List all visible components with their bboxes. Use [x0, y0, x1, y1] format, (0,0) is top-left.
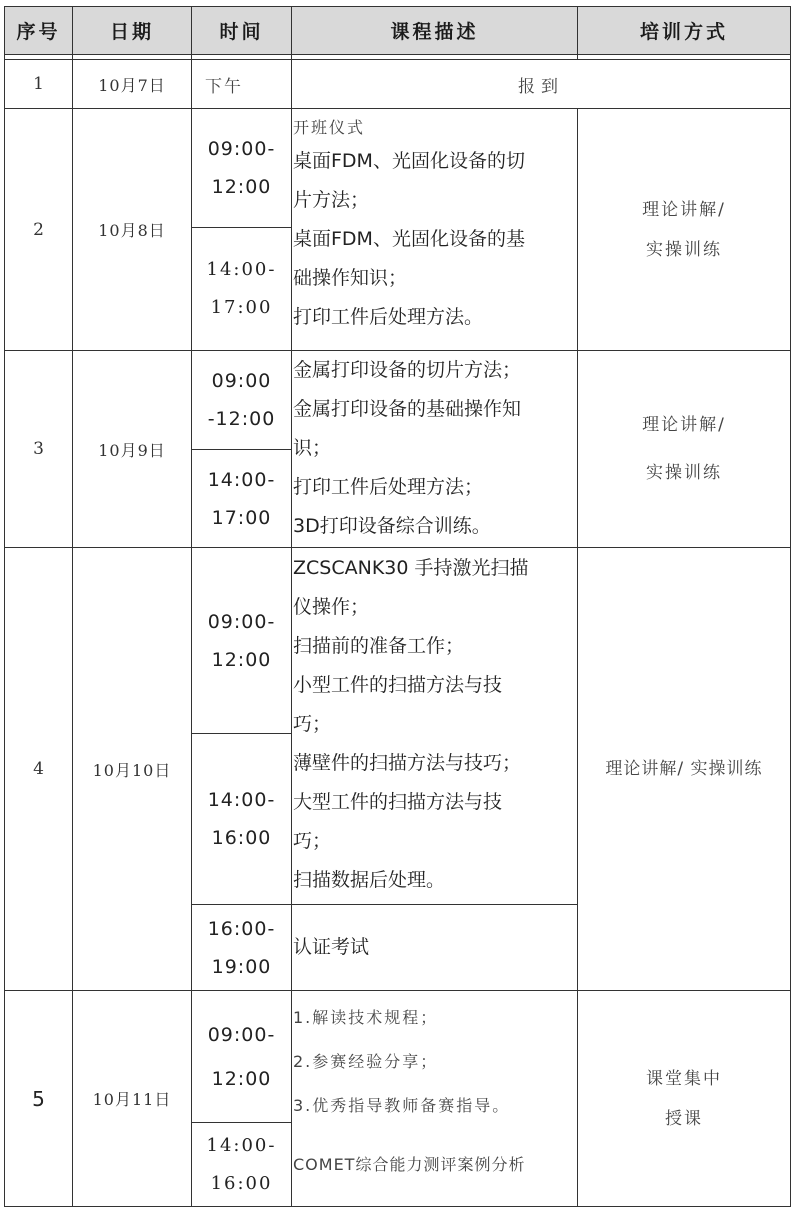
header-time: 时间 [219, 21, 264, 43]
row-1-no: 1 [33, 74, 44, 94]
header-description: 课程描述 [390, 21, 479, 43]
header-date: 日期 [109, 21, 154, 43]
row-5-description: 1.解读技术规程； 2.参赛经验分享； 3.优秀指导教师备赛指导。 [293, 1008, 511, 1115]
row-2-no: 2 [33, 219, 44, 240]
row-3-description: 金属打印设备的切片方法； 金属打印设备的基础操作知 识； 打印工件后处理方法； 3D打印设备综合训练。 [293, 359, 522, 537]
row-2-time-pm: 14:00- 17:00 [206, 259, 277, 318]
row-4-date: 10月10日 [92, 760, 172, 780]
row-5-method: 课堂集中 授课 [646, 1068, 722, 1129]
row-2-method: 理论讲解/ 实操训练 [642, 199, 726, 260]
row-5-date: 10月11日 [92, 1090, 172, 1109]
row-1-time: 下午 [205, 76, 243, 97]
row-4-method: 理论讲解/ 实操训练 [605, 759, 763, 779]
header-method: 培训方式 [639, 21, 728, 43]
row-4-exam-description: 认证考试 [293, 936, 370, 958]
row-3-no: 3 [33, 439, 44, 459]
row-4-time-am: 09:00- 12:00 [207, 610, 276, 671]
row-2-date: 10月8日 [98, 221, 166, 240]
row-3-date: 10月9日 [98, 440, 166, 460]
row-5-time-am: 09:00- 12:00 [207, 1023, 276, 1090]
row-4-time-exam: 16:00- 19:00 [207, 917, 276, 978]
row-3-time-pm: 14:00- 17:00 [207, 468, 276, 529]
row-4-time-pm: 14:00- 16:00 [207, 789, 276, 849]
row-3-method: 理论讲解/ 实操训练 [642, 415, 726, 483]
row-4-no: 4 [33, 759, 44, 779]
row-5-no: 5 [32, 1086, 45, 1111]
row-3-time-am: 09:00 -12:00 [207, 370, 276, 430]
row-4-description: ZCSCANK30 手持激光扫描 仪操作； 扫描前的准备工作； 小型工件的扫描方法与技 巧； 薄壁件的扫描方法与技巧； 大型工件的扫描方法与技 巧； 扫描数据后处理。 [293, 557, 529, 891]
row-2-description: 开班仪式 桌面FDM、光固化设备的切 片方法； 桌面FDM、光固化设备的基 础操作知识； 打印工件后处理方法。 [293, 118, 525, 328]
row-5-time-pm: 14:00- 16:00 [206, 1134, 277, 1194]
row-5-description-2: COMET综合能力测评案例分析 [293, 1155, 526, 1174]
row-1-merged-text: 报到 [518, 76, 564, 97]
row-1-date: 10月7日 [98, 75, 166, 95]
header-no: 序号 [16, 21, 61, 43]
row-2-time-am: 09:00- 12:00 [207, 138, 276, 198]
